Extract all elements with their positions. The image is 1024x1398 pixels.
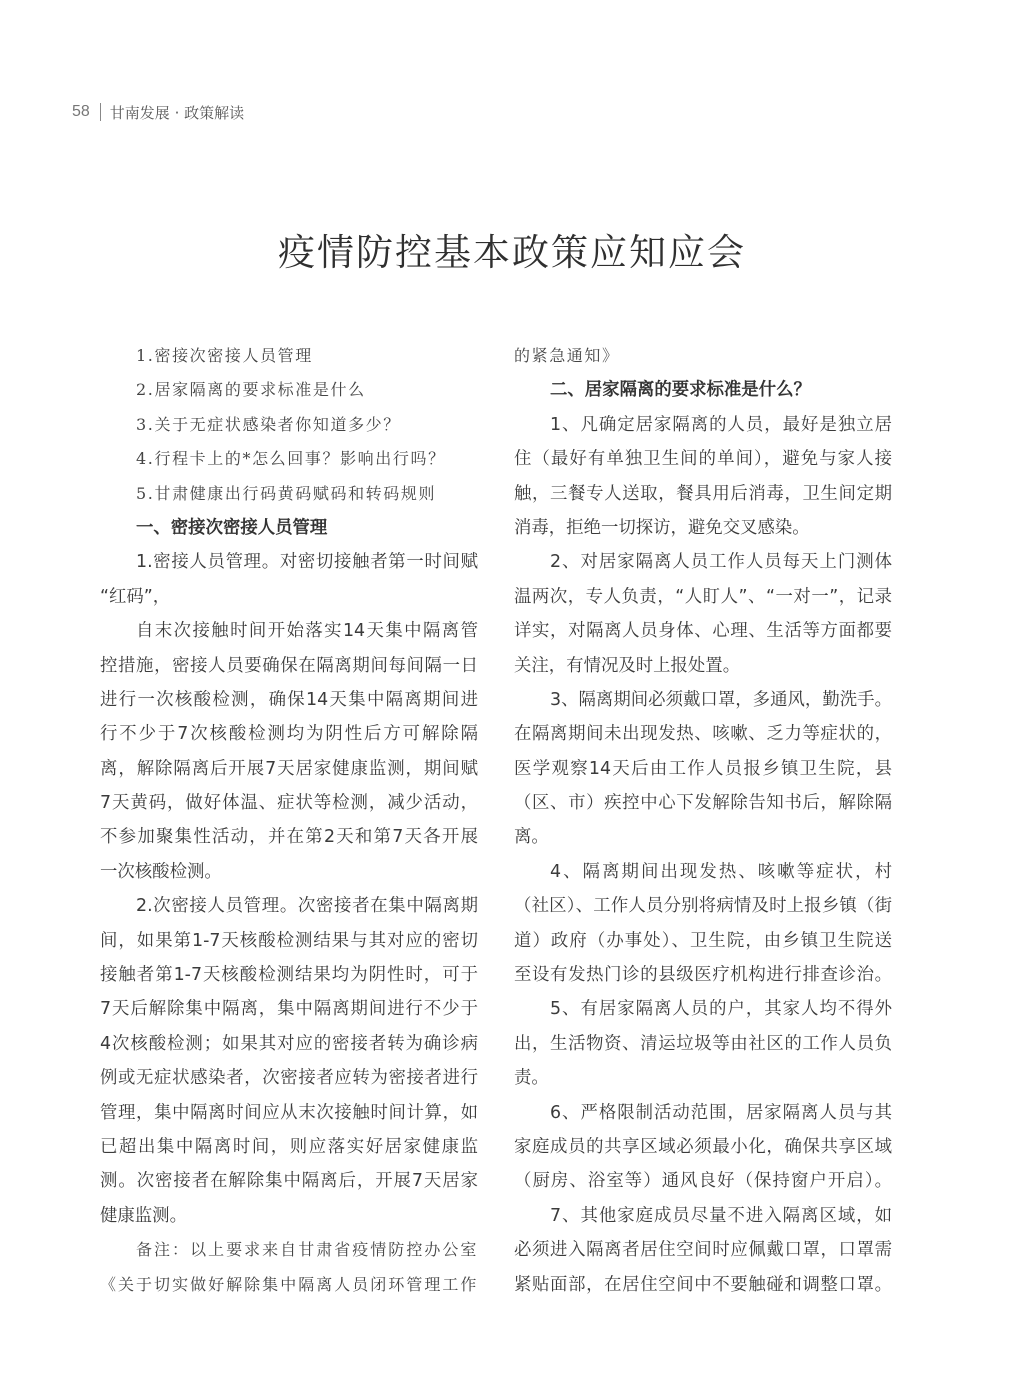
- body-line: 行不少于7次核酸检测均为阴性后方可解除隔: [100, 724, 478, 745]
- body-line: （区、市）疾控中心下发解除告知书后，解除隔: [514, 793, 892, 814]
- body-line: 自末次接触时间开始落实14天集中隔离管: [136, 621, 478, 642]
- body-line: 2、对居家隔离人员工作人员每天上门测体: [550, 552, 892, 573]
- body-line: 间，如果第1-7天核酸检测结果与其对应的密切: [100, 930, 478, 951]
- body-line: 7天黄码，做好体温、症状等检测，减少活动，: [100, 793, 478, 814]
- body-line: 详实，对隔离人员身体、心理、生活等方面都要: [514, 621, 892, 642]
- section-heading: 一、密接次密接人员管理: [136, 517, 328, 538]
- body-line: 7、其他家庭成员尽量不进入隔离区域，如: [550, 1205, 892, 1226]
- body-line: 家庭成员的共享区域必须最小化，确保共享区域: [514, 1136, 892, 1157]
- body-line: 已超出集中隔离时间，则应落实好居家健康监: [100, 1136, 478, 1157]
- body-line: 道）政府（办事处）、卫生院，由乡镇卫生院送: [514, 930, 892, 951]
- body-line: 消毒，拒绝一切探访，避免交叉感染。: [514, 517, 810, 538]
- body-line: 离，解除隔离后开展7天居家健康监测，期间赋: [100, 758, 478, 779]
- article-title: 疫情防控基本政策应知应会: [278, 231, 746, 274]
- body-line: （厨房、浴室等）通风良好（保持窗户开启）。: [514, 1171, 892, 1192]
- page-header: [72, 101, 244, 123]
- body-line: 3、隔离期间必须戴口罩，多通风，勤洗手。: [550, 689, 892, 710]
- body-line: 关注，有情况及时上报处置。: [514, 655, 741, 676]
- body-line: 健康监测。: [100, 1205, 187, 1226]
- body-line: 5、有居家隔离人员的户，其家人均不得外: [550, 999, 892, 1020]
- note-line: 备注：以上要求来自甘肃省疫情防控办公室: [136, 1240, 478, 1260]
- toc-item: 2.居家隔离的要求标准是什么: [136, 380, 366, 400]
- body-line: 4次核酸检测；如果其对应的密接者转为确诊病: [100, 1033, 478, 1054]
- body-line: 测。次密接者在解除集中隔离后，开展7天居家: [100, 1171, 478, 1192]
- body-line: 紧贴面部，在居住空间中不要触碰和调整口罩。: [514, 1274, 892, 1295]
- toc-item: 3.关于无症状感染者你知道多少？: [136, 414, 401, 434]
- body-line: “红码”，: [100, 586, 171, 607]
- body-line: （社区）、工作人员分别将病情及时上报乡镇（街: [514, 896, 892, 917]
- body-line: 住（最好有单独卫生间的单间），避免与家人接: [514, 449, 892, 470]
- body-line: 1.密接人员管理。对密切接触者第一时间赋: [136, 552, 478, 573]
- body-line: 至设有发热门诊的县级医疗机构进行排查诊治。: [514, 965, 892, 986]
- right-column: [514, 339, 892, 1302]
- body-line: 责。: [514, 1068, 549, 1089]
- body-line: 例或无症状感染者，次密接者应转为密接者进行: [100, 1068, 478, 1089]
- body-line: 7天后解除集中隔离，集中隔离期间进行不少于: [100, 999, 478, 1020]
- left-column: [100, 339, 478, 1302]
- body-line: 进行一次核酸检测，确保14天集中隔离期间进: [100, 689, 478, 710]
- body-line: 出，生活物资、清运垃圾等由社区的工作人员负: [514, 1033, 892, 1054]
- body-line: 触，三餐专人送取，餐具用后消毒，卫生间定期: [514, 483, 892, 504]
- toc-item: 4.行程卡上的*怎么回事？影响出行吗？: [136, 449, 446, 469]
- note-line: 《关于切实做好解除集中隔离人员闭环管理工作: [100, 1274, 478, 1294]
- body-line: 不参加聚集性活动，并在第2天和第7天各开展: [100, 827, 478, 848]
- section-name: 甘南发展 · 政策解读: [109, 103, 245, 122]
- body-line: 2.次密接人员管理。次密接者在集中隔离期: [136, 896, 478, 917]
- header-divider: [100, 103, 101, 121]
- body-line: 1、凡确定居家隔离的人员，最好是独立居: [550, 414, 892, 435]
- section-heading: 二、居家隔离的要求标准是什么？: [550, 380, 811, 401]
- body-line: 管理，集中隔离时间应从末次接触时间计算，如: [100, 1102, 478, 1123]
- body-line: 控措施，密接人员要确保在隔离期间每间隔一日: [100, 655, 478, 676]
- body-line: 6、严格限制活动范围，居家隔离人员与其: [550, 1102, 892, 1123]
- body-line: 必须进入隔离者居住空间时应佩戴口罩，口罩需: [514, 1240, 892, 1261]
- body-line: 在隔离期间未出现发热、咳嗽、乏力等症状的，: [514, 724, 892, 745]
- note-line: 的紧急通知》: [514, 346, 620, 365]
- body-line: 离。: [514, 827, 549, 848]
- toc-item: 1.密接次密接人员管理: [136, 346, 313, 365]
- toc-item: 5.甘肃健康出行码黄码赋码和转码规则: [136, 483, 437, 503]
- body-line: 4、隔离期间出现发热、咳嗽等症状，村: [550, 861, 892, 882]
- body-line: 医学观察14天后由工作人员报乡镇卫生院，县: [514, 758, 892, 779]
- body-line: 一次核酸检测。: [100, 861, 222, 882]
- body-line: 温两次，专人负责，“人盯人”、“一对一”，记录: [514, 586, 892, 607]
- body-line: 接触者第1-7天核酸检测结果均为阴性时，可于: [100, 965, 478, 986]
- page-number: 58: [72, 103, 90, 120]
